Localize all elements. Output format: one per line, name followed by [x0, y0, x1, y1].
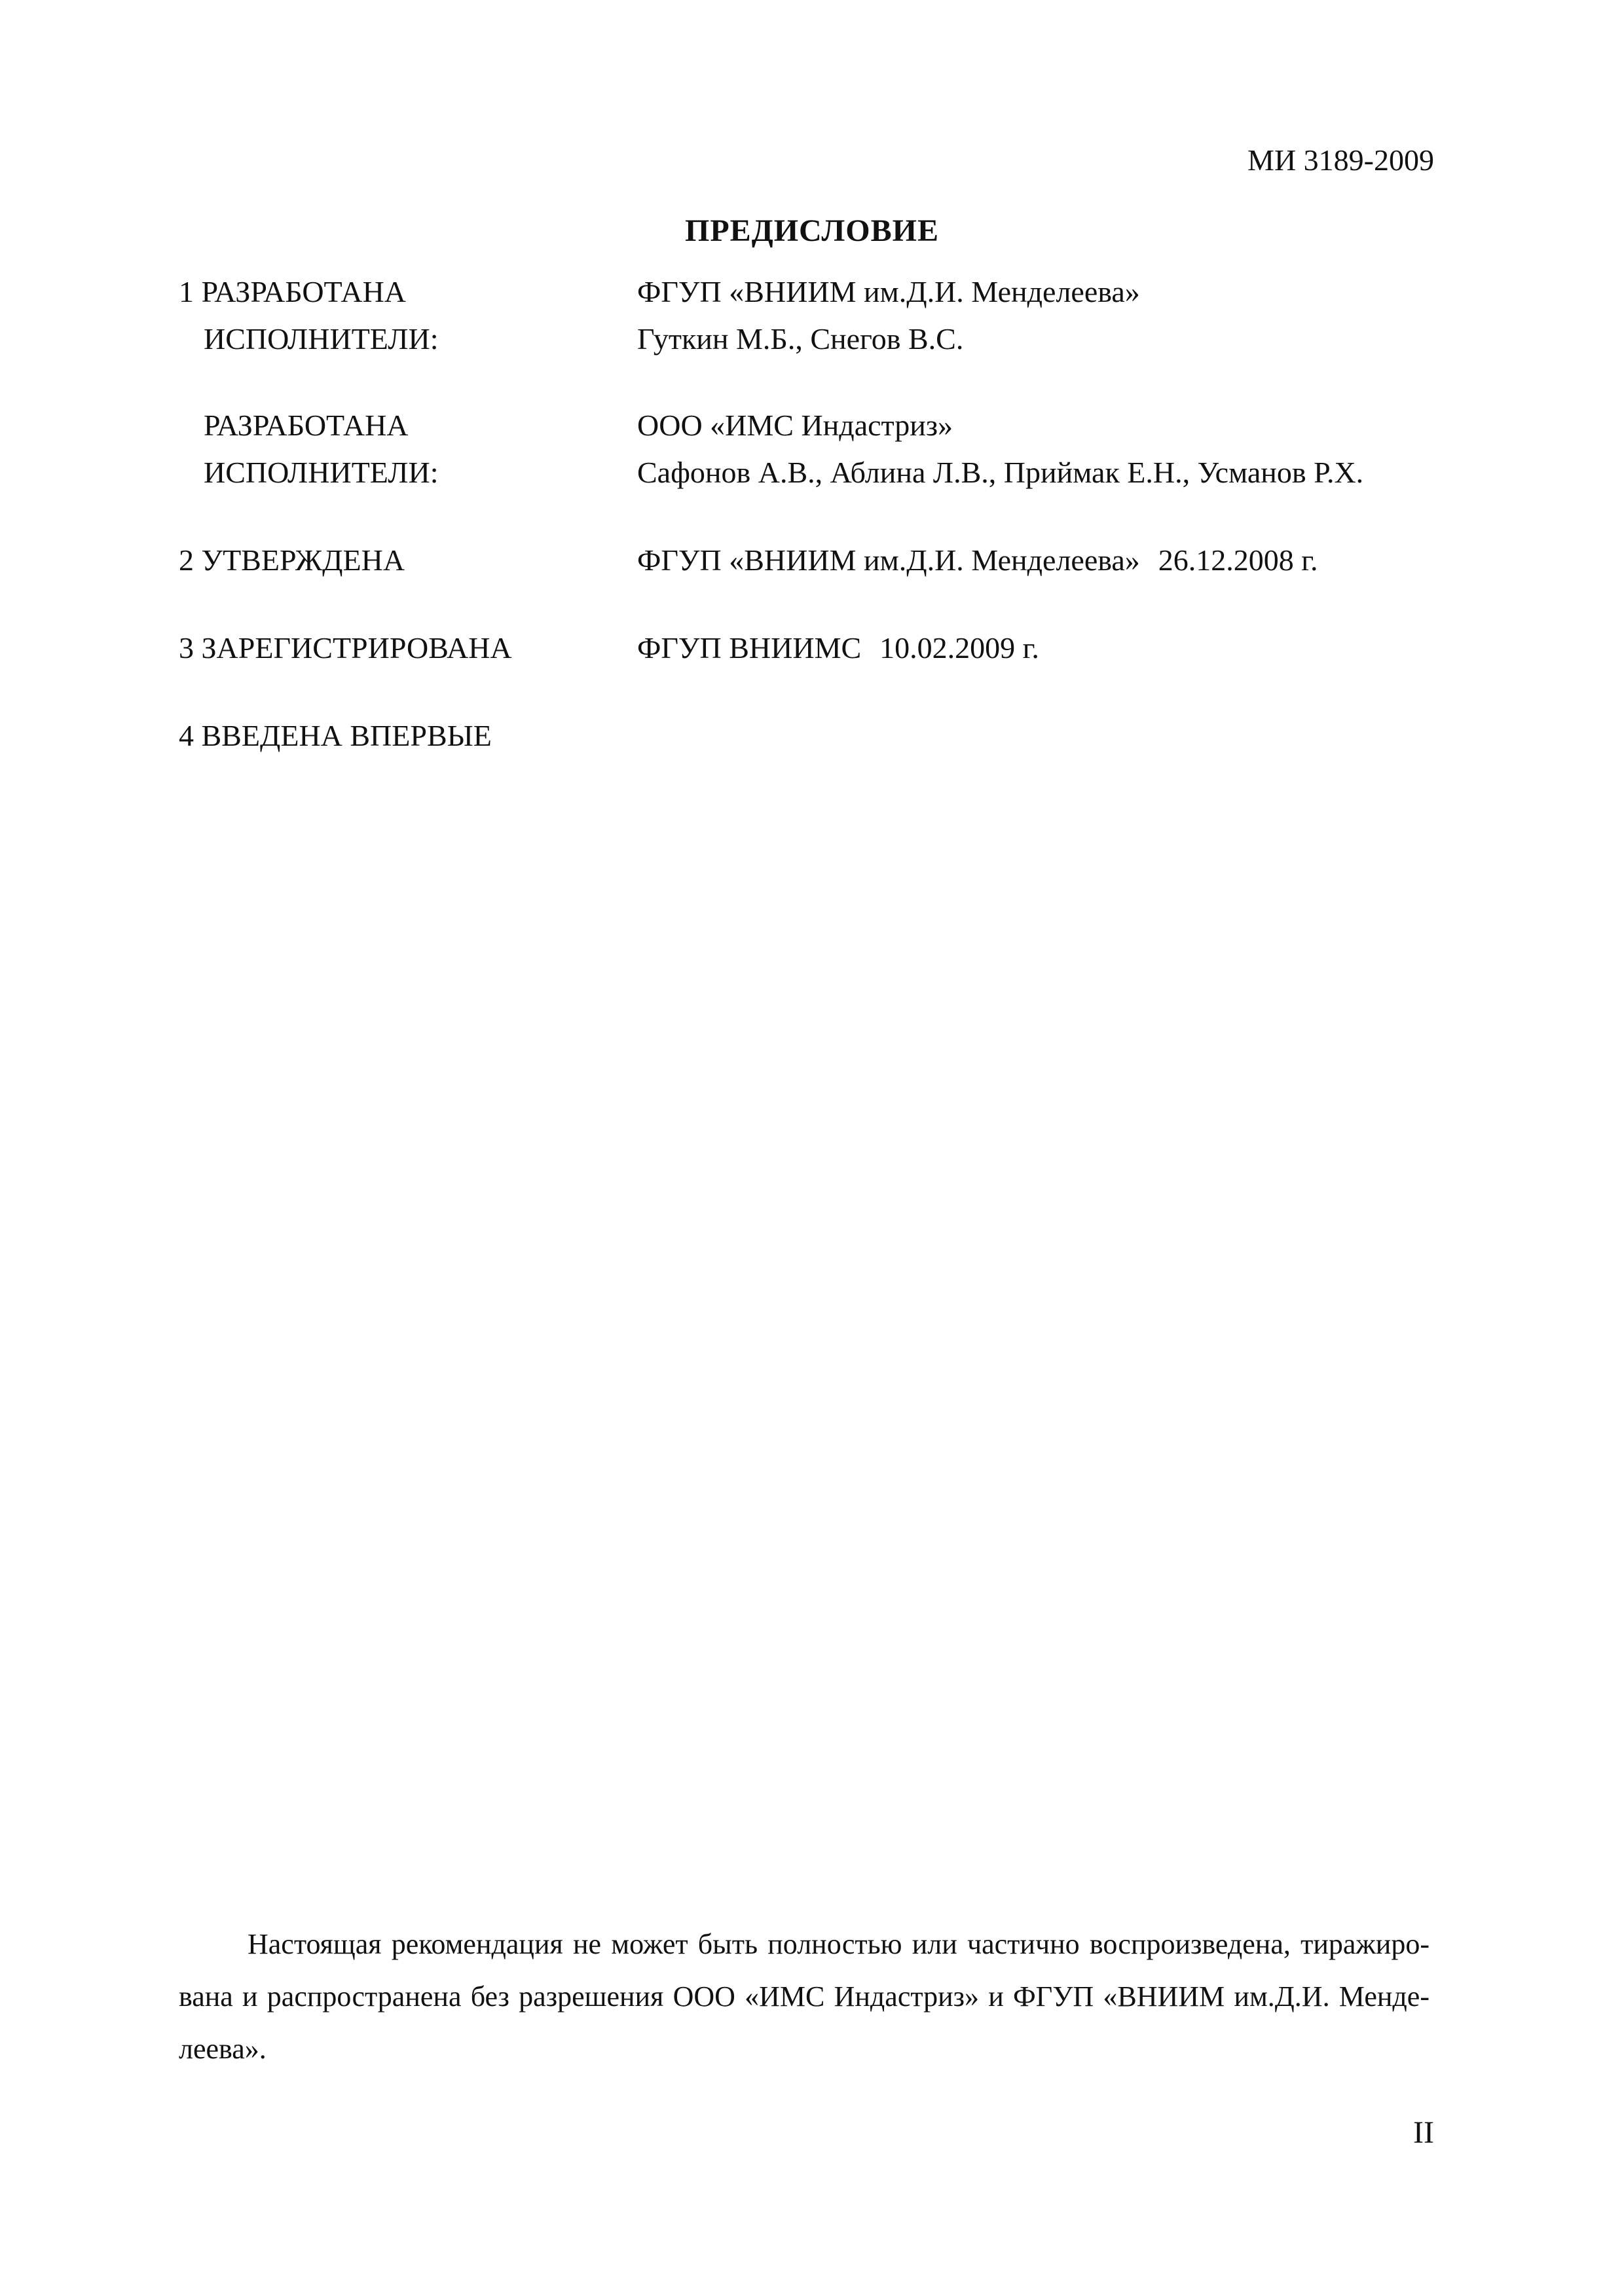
preface-entry-registered — [179, 625, 1443, 672]
registered-label: 3 ЗАРЕГИСТРИРОВАНА — [179, 631, 512, 665]
performers-1-value: Гуткин М.Б., Снегов В.С. — [637, 322, 964, 355]
preface-entry-introduced — [179, 712, 1443, 759]
spacer — [179, 672, 1443, 712]
preface-entry-performers-2 — [179, 449, 1443, 496]
performers-2-label: ИСПОЛНИТЕЛИ: — [204, 456, 439, 489]
preface-entry-developed-1 — [179, 268, 1443, 316]
approved-date: 26.12.2008 г. — [1158, 543, 1318, 577]
developed-2-value: ООО «ИМС Индастриз» — [637, 409, 953, 442]
performers-1-label: ИСПОЛНИТЕЛИ: — [204, 322, 439, 355]
registered-value — [637, 625, 1039, 672]
spacer — [179, 496, 1443, 537]
page-number: II — [1413, 2115, 1434, 2150]
performers-2-value: Сафонов А.В., Аблина Л.В., Приймак Е.Н., Усманов Р.Х. — [637, 456, 1364, 489]
spacer — [179, 363, 1443, 402]
introduced-label: 4 ВВЕДЕНА ВПЕРВЫЕ — [179, 719, 492, 752]
preface-section — [179, 268, 1443, 759]
spacer — [179, 584, 1443, 625]
developed-2-label: РАЗРАБОТАНА — [204, 409, 409, 442]
preface-entry-developed-2 — [179, 402, 1443, 449]
copyright-notice: Настоящая рекомендация не может быть полностью или частично воспроизведена, тиражирована и распространена без разрешения ООО «ИМС Индастриз» и ФГУП «ВНИИМ им.Д.И. Менделеева». — [179, 1928, 1430, 2065]
developed-1-value: ФГУП «ВНИИМ им.Д.И. Менделеева» — [637, 275, 1140, 308]
preface-entry-performers-1 — [179, 316, 1443, 363]
document-code: МИ 3189-2009 — [1247, 143, 1434, 177]
registered-organization: ФГУП ВНИИМС — [637, 631, 862, 665]
approved-value — [637, 537, 1318, 584]
registered-date: 10.02.2009 г. — [879, 631, 1039, 665]
page-title: ПРЕДИСЛОВИЕ — [685, 213, 939, 248]
developed-1-label: 1 РАЗРАБОТАНА — [179, 275, 407, 308]
approved-label: 2 УТВЕРЖДЕНА — [179, 543, 405, 577]
preface-entry-approved — [179, 537, 1443, 584]
approved-organization: ФГУП «ВНИИМ им.Д.И. Менделеева» — [637, 543, 1140, 577]
